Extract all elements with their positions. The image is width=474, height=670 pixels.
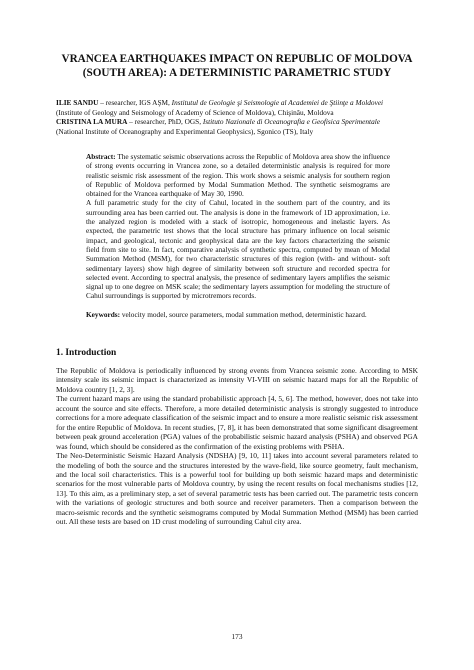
abstract-paragraph-2: A full parametric study for the city of Cahul, located in the southern part of the country, and its surrounding area has been carried out. The analysis is done in the framework of 1D approximation, i.e. the analyzed region is modeled with a stack of isotropic, homogeneous and inelastic layers. As expected, the parametric test shows that the local structure has primary influence on local seismic impact, and geological, tectonic and geophysical data are the key factors characterizing the seismic field from site to site. In fact, comparative analysis of synthetic spectra, computed by mean of Modal Summation Method (MSM), for two characteristic structures of this region (with- and without- soft sedimentary layers) show high degree of similarity between soft structure and recorded spectra for selected event. According to spectral analysis, the presence of sedimentary layers amplifies the seismic signal up to one degree on MSK scale; the sedimentary layers assumption for modeling the structure of Cahul surroundings is supported by microtremors records. (86, 198, 390, 301)
author-1-name: ILIE SANDU (56, 98, 99, 107)
author-1-institution-en: (Institute of Geology and Seismology of Academy of Science of Moldova), Chişinău, Moldova (56, 107, 334, 117)
author-1-role: – researcher, IGS AŞM, (98, 98, 172, 107)
paper-title (40, 52, 434, 80)
author-2-institution: Istituto Nazionale di Oceanografia e Geofisica Sperimentale (202, 117, 380, 127)
intro-paragraph-1: The Republic of Moldova is periodically influenced by strong events from Vrancea seismic zone. According to MSK intensity scale its seismic impact is characterized as intensity VI-VIII on seismic hazard maps for all the Republic of Moldova country [1, 2, 3]. (56, 366, 418, 394)
keywords-text: velocity model, source parameters, modal summation method, deterministic hazard. (120, 310, 367, 319)
title-line-2: (SOUTH AREA): A DETERMINISTIC PARAMETRIC STUDY (82, 67, 392, 79)
keywords-block (86, 310, 390, 319)
keywords-label: Keywords: (86, 310, 121, 319)
section-heading: 1. Introduction (56, 348, 117, 358)
author-1-line (56, 98, 426, 108)
author-2-institution-en: (National Institute of Oceanography and Experimental Geophysics), Sgonico (TS), Italy (56, 126, 314, 136)
abstract-label: Abstract: (86, 152, 116, 161)
author-2-line (56, 117, 426, 127)
title-line-1: VRANCEA EARTHQUAKES IMPACT ON REPUBLIC OF MOLDOVA (61, 53, 413, 65)
author-2-role: – researcher, PhD, OGS, (127, 117, 203, 127)
introduction-body (56, 366, 418, 527)
author-2-name: CRISTINA LA MURA (56, 117, 128, 127)
abstract-text-1: The systematic seismic observations across the Republic of Moldova area show the influence of strong events occurring in Vrancea zone, so a detailed deterministic analysis is required for more realistic seismic risk assessment of the region. This work shows a seismic analysis for southern region of Republic of Moldova performed by Modal Summation Method. The synthetic seismograms are obtained for the Vrancea earthquake of May 30, 1990. (86, 152, 390, 199)
page-number: 173 (231, 632, 243, 641)
intro-paragraph-2: The current hazard maps are using the standard probabilistic approach [4, 5, 6]. The method, however, does not take into account the source and site effects. Therefore, a more detailed deterministic analysis is strongly suggested to introduce corrections for a more adequate classification of the seismic impact and to ensure a more realistic seismic risk assessment for the entire Republic of Moldova. In recent studies, [7, 8], it has been demonstrated that some significant disagreement between peak ground acceleration (PGA) values of the probabilistic seismic hazard analysis (PSHA) and observed PGA was found, which should be considered as the confirmation of the existing problems with PSHA. (56, 394, 418, 451)
intro-paragraph-3: The Neo-Deterministic Seismic Hazard Analysis (NDSHA) [9, 10, 11] takes into account several parameters related to the modeling of both the source and the structures interested by the wave-field, like source geometry, fault mechanism, and the local soil characteristics. This is a powerful tool for building up both seismic hazard maps and deterministic scenarios for the most vulnerable parts of Moldova country, by using the recent results on focal mechanisms studies [12, 13]. To this aim, as a preliminary step, a set of several parametric tests has been carried out. The parametric tests concern with the variations of geologic structures and both source and receiver parameters. Then a comparison between the macro-seismic records and the synthetic seismograms computed by Modal Summation Method (MSM) has been carried out. All these tests are based on 1D crust modeling of surrounding Cahul city area. (56, 451, 418, 527)
author-1-institution: Institutul de Geologie şi Seismologie al Academiei de Ştiinţe a Moldovei (171, 98, 384, 107)
abstract-paragraph-1 (86, 152, 390, 198)
author-block (56, 98, 426, 136)
abstract-block (86, 152, 390, 301)
